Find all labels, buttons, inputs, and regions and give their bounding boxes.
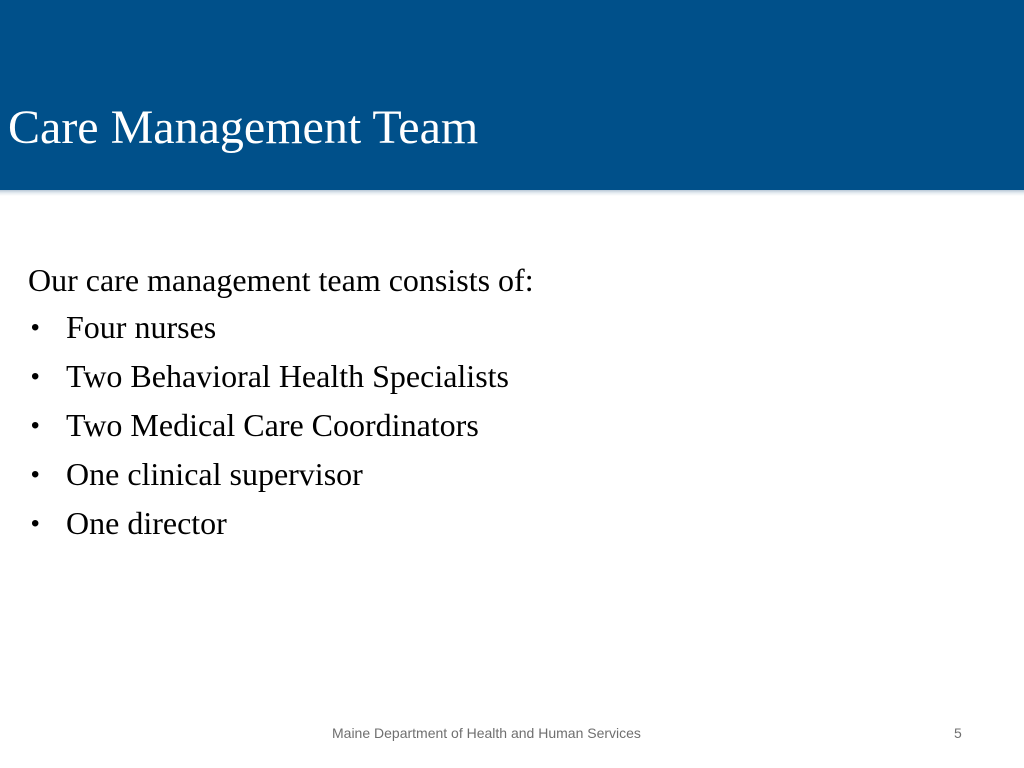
bullet-text: Four nurses	[66, 309, 217, 345]
bullet-icon: •	[31, 314, 40, 341]
bullet-item	[28, 450, 928, 499]
bullet-list	[28, 303, 928, 548]
bullet-text: Two Medical Care Coordinators	[66, 407, 479, 443]
bullet-text: One director	[66, 505, 227, 541]
footer-organization: Maine Department of Health and Human Services	[332, 725, 641, 741]
bullet-item	[28, 352, 928, 401]
intro-text: Our care management team consists of:	[28, 262, 534, 298]
bullet-text: One clinical supervisor	[66, 456, 363, 492]
bullet-icon: •	[31, 461, 40, 488]
bullet-item	[28, 499, 928, 548]
bullet-icon: •	[31, 412, 40, 439]
header-divider	[0, 190, 1024, 196]
slide-body	[28, 258, 928, 548]
header-band	[0, 0, 1024, 190]
slide-title: Care Management Team	[8, 101, 479, 154]
bullet-icon: •	[31, 363, 40, 390]
bullet-icon: •	[31, 510, 40, 537]
bullet-text: Two Behavioral Health Specialists	[66, 358, 509, 394]
bullet-item	[28, 303, 928, 352]
bullet-item	[28, 401, 928, 450]
page-number: 5	[954, 725, 962, 741]
